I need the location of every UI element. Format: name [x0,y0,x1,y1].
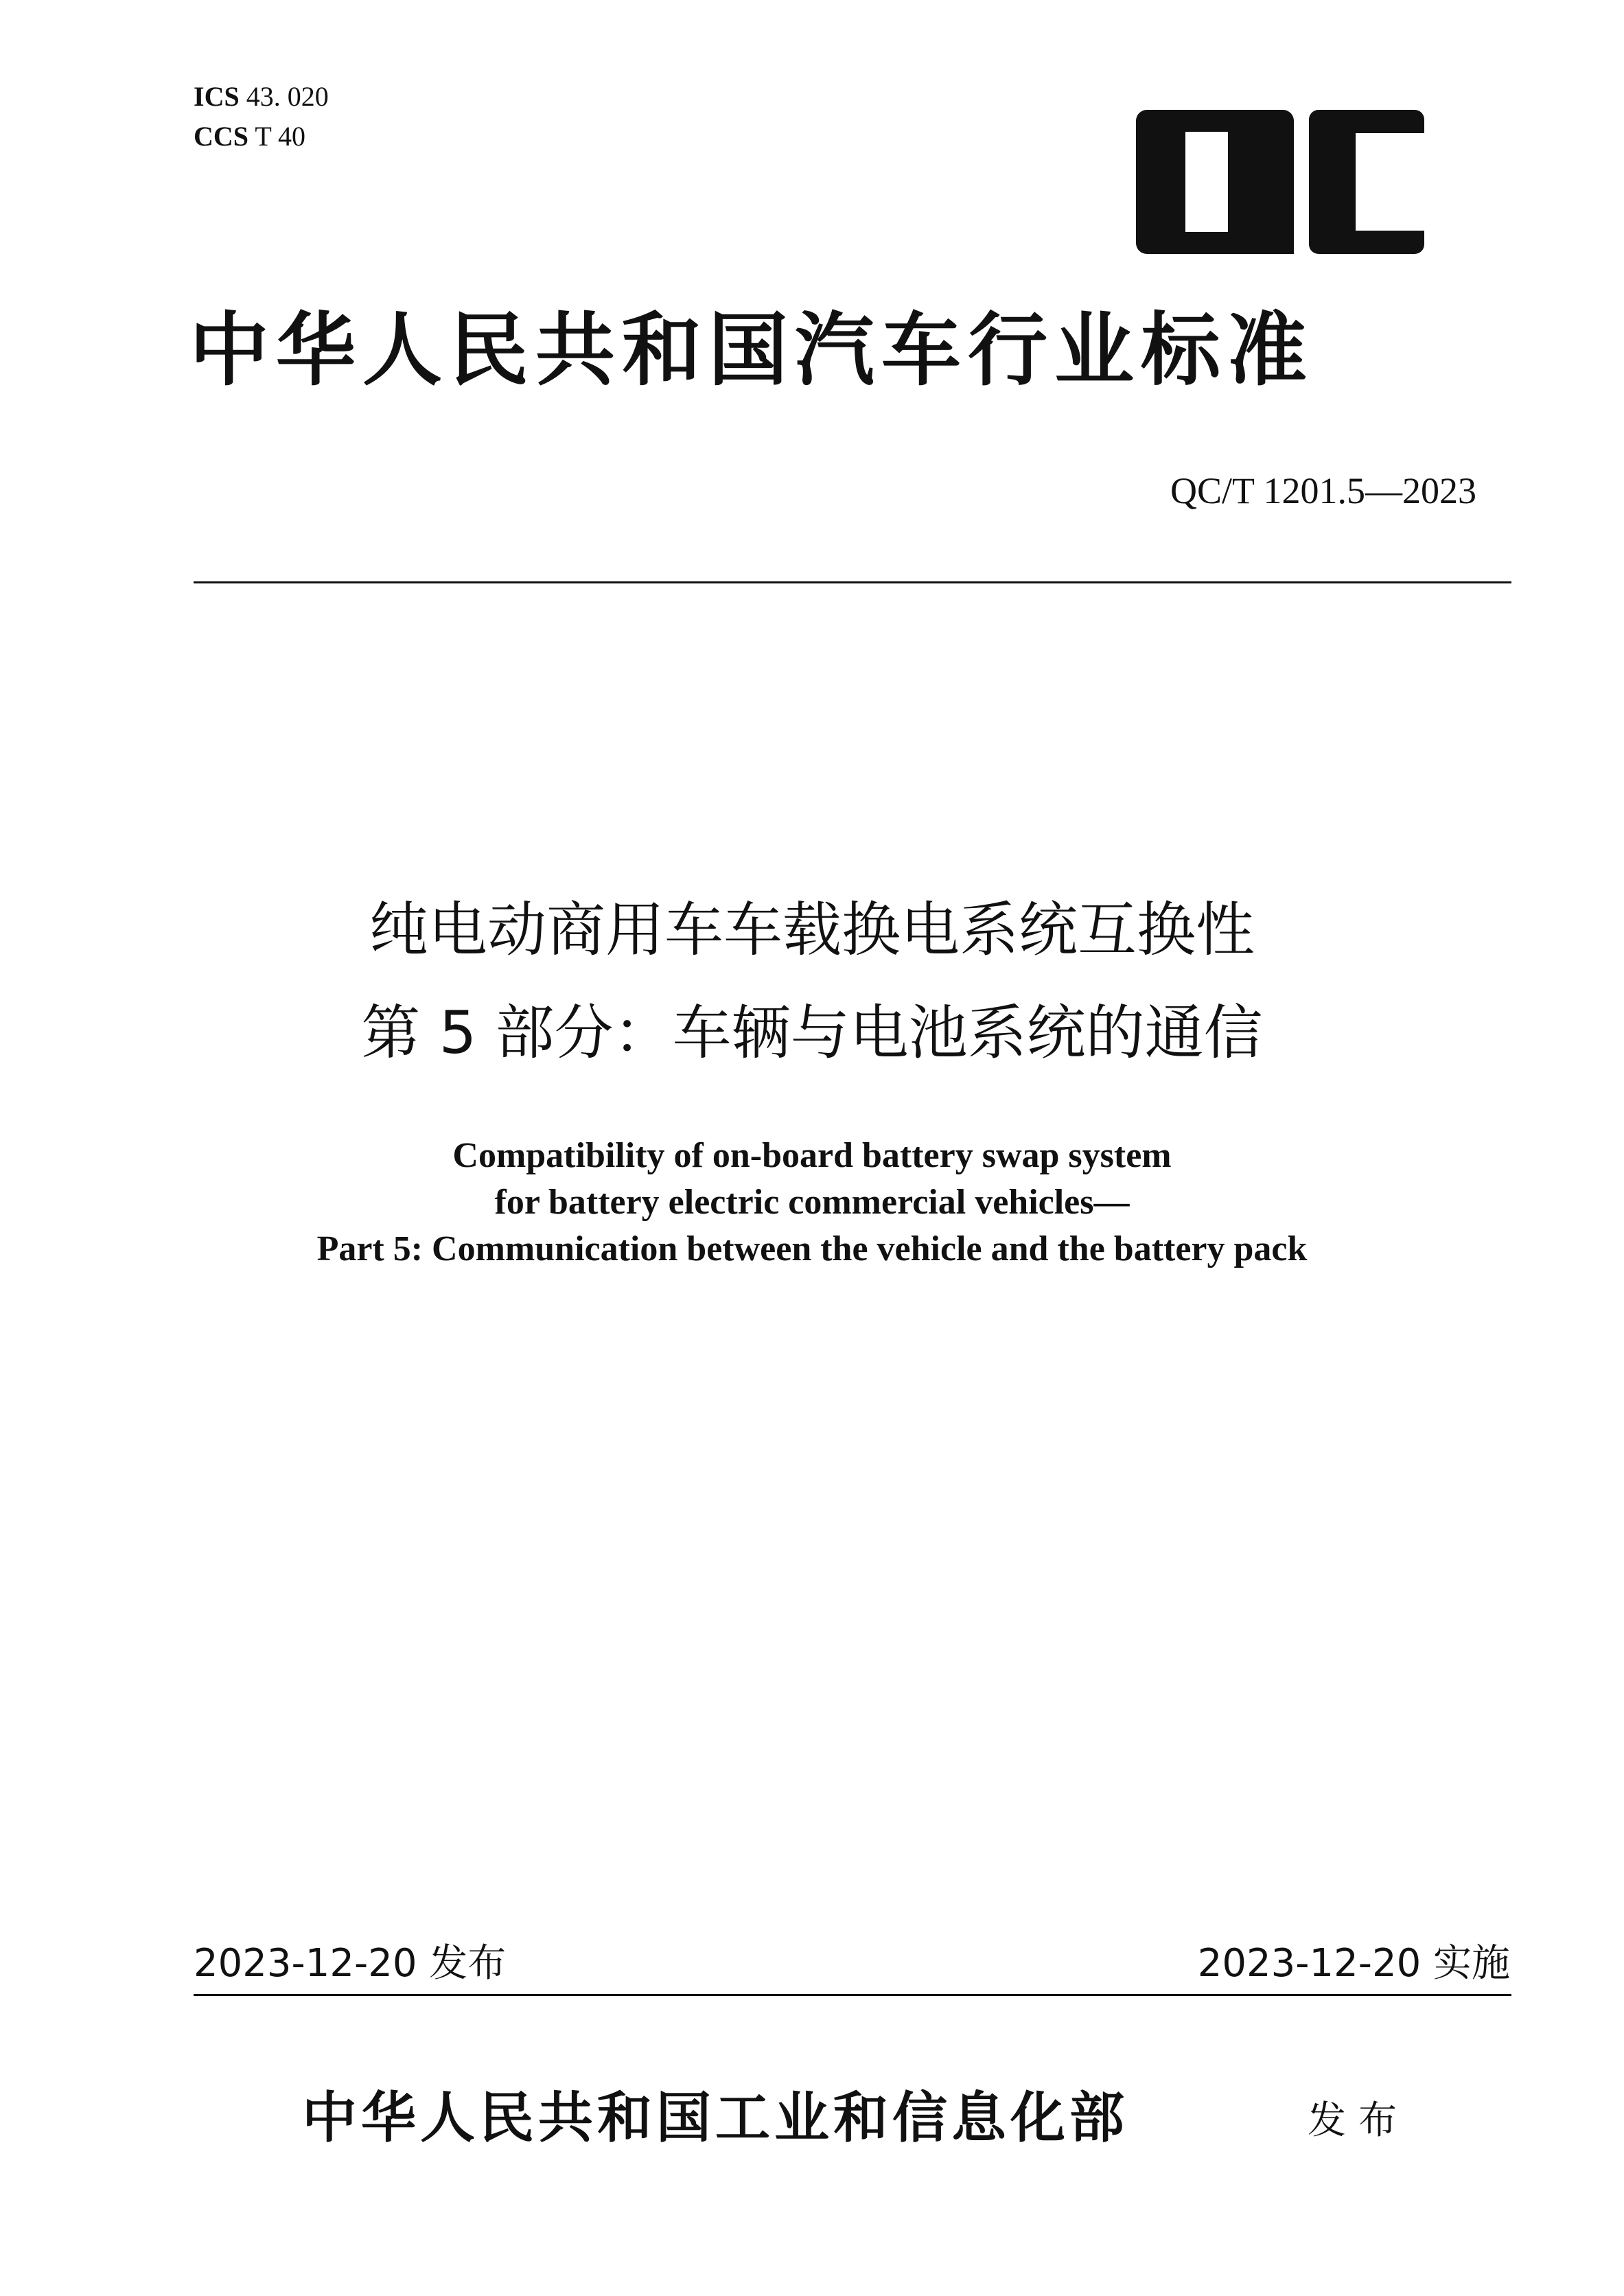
chinese-title [0,879,1624,1085]
issuing-authority: 中华人民共和国工业和信息化部 [302,2085,1128,2150]
ics-value: 43. 020 [246,81,329,112]
standard-number: QC/T 1201.5—2023 [1170,470,1476,511]
ics-label: ICS [194,81,240,112]
ics-code [194,77,329,117]
top-divider [194,581,1511,583]
bottom-divider [194,1994,1511,1996]
english-title-line-3: Part 5: Communication between the vehicle and the battery pack [316,1229,1308,1268]
ccs-label: CCS [194,121,249,152]
implementation-date: 2023-12-20 实施 [1197,1941,1510,1986]
english-title-line-2: for battery electric commercial vehicles— [494,1183,1130,1222]
chinese-title-line-1: 纯电动商用车车载换电系统互换性 [369,896,1255,964]
classification-codes [194,77,329,156]
english-title-line-1: Compatibility of on-board battery swap system [452,1136,1172,1175]
issue-date: 2023-12-20 发布 [194,1941,507,1986]
issue-label: 发布 [1308,2098,1409,2143]
qc-logo [1136,110,1424,254]
ccs-value: T 40 [255,121,306,152]
chinese-title-line-2: 第 5 部分：车辆与电池系统的通信 [361,999,1263,1067]
ccs-code [194,117,329,156]
standard-title: 中华人民共和国汽车行业标准 [189,303,1314,397]
english-title [0,1133,1624,1273]
